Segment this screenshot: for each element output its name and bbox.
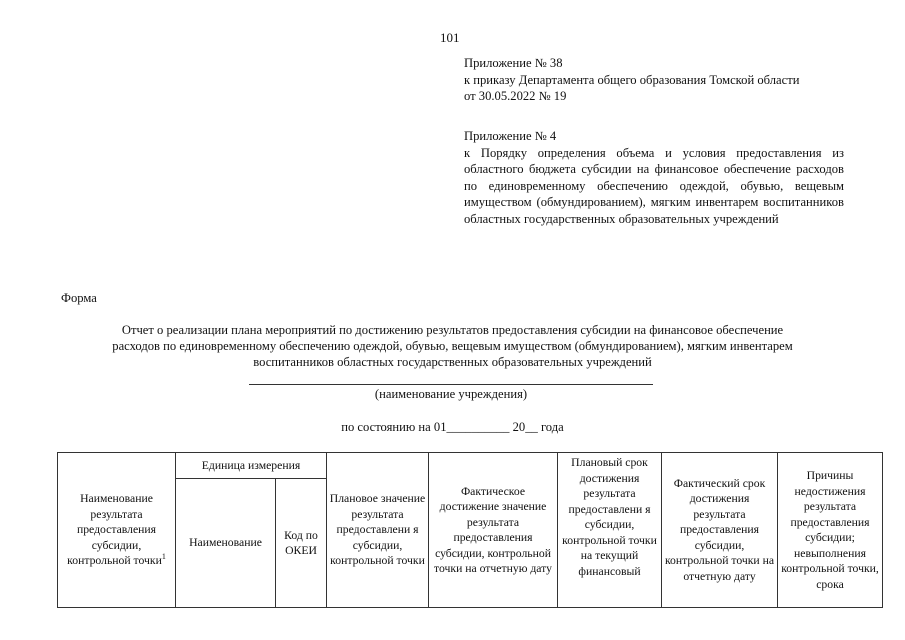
form-label: Форма bbox=[61, 291, 97, 305]
header-reasons: Причины недостижения результата предоставления субсидии; невыполнения контрольной точки, срока bbox=[778, 453, 883, 608]
report-title-line-3: воспитанников областных государственных образовательных учреждений bbox=[253, 355, 652, 369]
header-unit-group: Единица измерения bbox=[176, 453, 327, 479]
header-result-name-text: Наименование результата предоставления субсидии, контрольной точки bbox=[67, 492, 162, 568]
appendix-38-date: от 30.05.2022 № 19 bbox=[464, 89, 567, 103]
report-table bbox=[57, 452, 883, 608]
header-actual-date: Фактический срок достижения результата предоставления субсидии, контрольной точки на отчетную дату bbox=[662, 453, 778, 608]
header-planned-date: Плановый срок достижения результата предоставлени я субсидии, контрольной точки на текущий финансовый bbox=[558, 453, 662, 608]
header-actual-value: Фактическое достижение значение результата предоставления субсидии, контрольной точки на отчетную дату bbox=[429, 453, 558, 608]
footnote-marker: 1 bbox=[161, 552, 166, 562]
appendix-38-block bbox=[464, 55, 844, 105]
page-number: 101 bbox=[440, 30, 460, 45]
appendix-38-title: Приложение № 38 bbox=[464, 56, 563, 70]
report-title bbox=[40, 322, 865, 370]
report-title-line-1: Отчет о реализации плана мероприятий по достижению результатов предоставления субсидии на финансовое обеспечение bbox=[121, 323, 784, 337]
as-of-date-line: по состоянию на 01__________ 20__ года bbox=[341, 420, 564, 434]
header-result-name bbox=[58, 453, 176, 608]
appendix-38-order: к приказу Департамента общего образования Томской области bbox=[464, 72, 800, 87]
appendix-4-title: Приложение № 4 bbox=[464, 129, 557, 143]
header-unit-name: Наименование bbox=[176, 479, 276, 608]
appendix-4-block bbox=[464, 128, 844, 227]
institution-underline bbox=[249, 384, 653, 385]
report-title-line-2: расходов по единовременному обеспечению одеждой, обувью, вещевым имуществом (обмундированием), мягким инвентарем bbox=[112, 339, 793, 353]
header-planned-value: Плановое значение результата предоставлени я субсидии, контрольной точки bbox=[327, 453, 429, 608]
institution-caption: (наименование учреждения) bbox=[374, 387, 528, 401]
appendix-4-text: к Порядку определения объема и условия предоставления из областного бюджета субсидии на финансовое обеспечение расходов по единовременному обеспечению одеждой, обувью, вещевым имуществом (обмундированием), мягким инвентарем воспитанников областных государственных образовательных учреждений bbox=[464, 145, 844, 226]
header-unit-code: Код по ОКЕИ bbox=[276, 479, 327, 608]
